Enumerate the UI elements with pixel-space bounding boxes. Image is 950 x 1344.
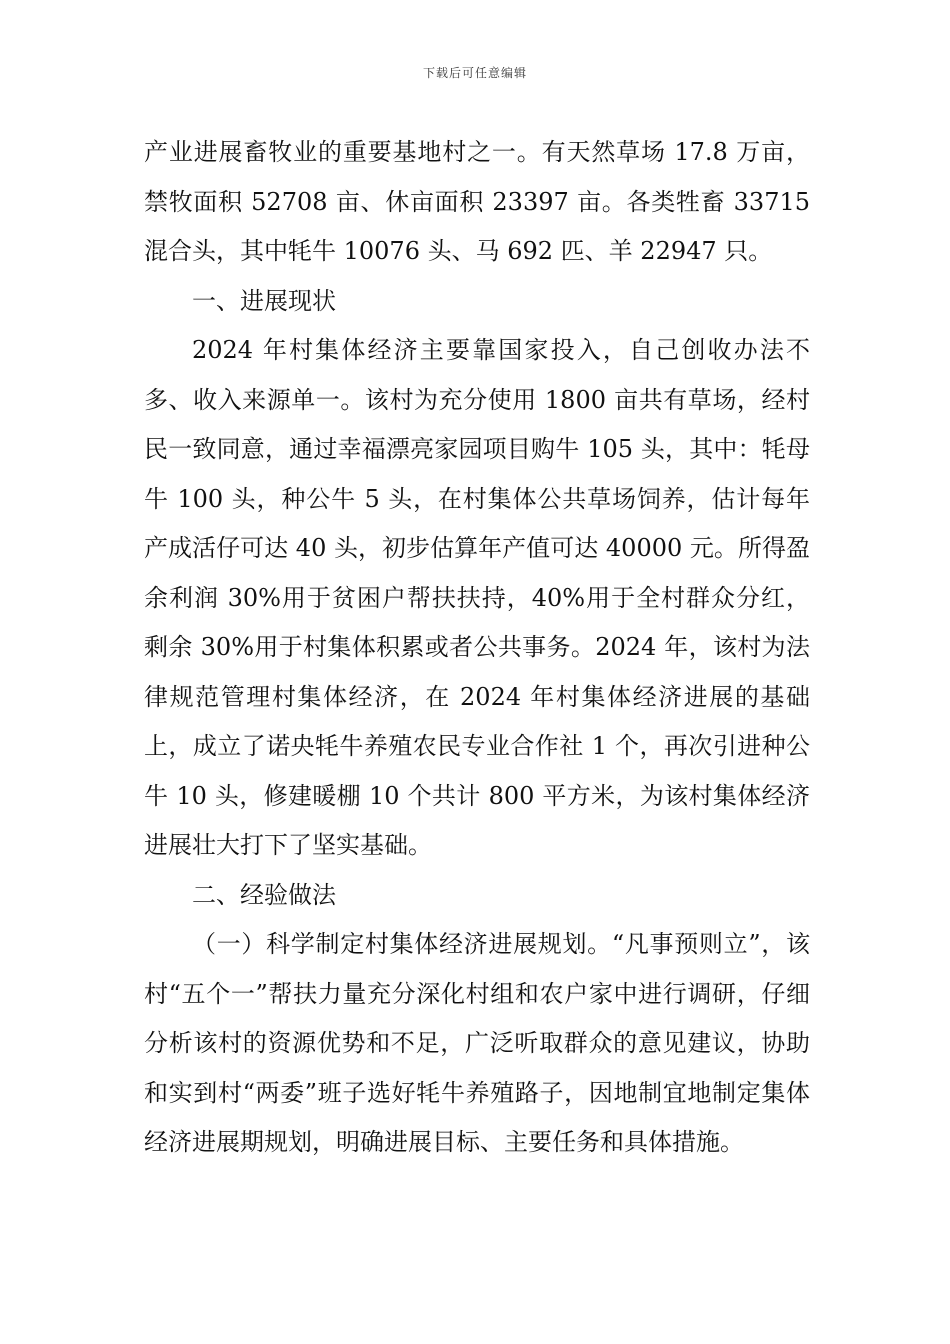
paragraph-livestock-overview: 产业进展畜牧业的重要基地村之一。有天然草场 17.8 万亩，禁牧面积 52708 亩、休亩面积 23397 亩。各类牲畜 33715 混合头，其中牦牛 10076 头、马 692 匹、羊 22947 只。 (144, 138, 810, 265)
section-heading-experience: 二、经验做法 (192, 880, 336, 909)
page-header-note: 下载后可任意编辑 (422, 66, 527, 80)
document-body (144, 128, 810, 1168)
paragraph-planning: （一）科学制定村集体经济进展规划。“凡事预则立”，该村“五个一”帮扶力量充分深化村组和农户家中进行调研，仔细分析该村的资源优势和不足，广泛听取群众的意见建议，协助和实到村“两委”班子选好牦牛养殖路子，因地制宜地制定集体经济进展期规划，明确进展目标、主要任务和具体措施。 (144, 930, 810, 1156)
section-heading-current-status: 一、进展现状 (192, 286, 336, 315)
paragraph-current-status: 2024 年村集体经济主要靠国家投入，自己创收办法不多、收入来源单一。该村为充分使用 1800 亩共有草场，经村民一致同意，通过幸福漂亮家园项目购牛 105 头，其中：牦母牛 100 头，种公牛 5 头，在村集体公共草场饲养，估计每年产成活仔可达 40 头，初步估算年产值可达 40000 元。所得盈余利润 30%用于贫困户帮扶扶持，40%用于全村群众分红，剩余 30%用于村集体积累或者公共事务。2024 年，该村为法律规范管理村集体经济，在 2024 年村集体经济进展的基础上，成立了诺央牦牛养殖农民专业合作社 1 个，再次引进种公牛 10 头，修建暖棚 10 个共计 800 平方米，为该村集体经济进展壮大打下了坚实基础。 (144, 336, 810, 859)
